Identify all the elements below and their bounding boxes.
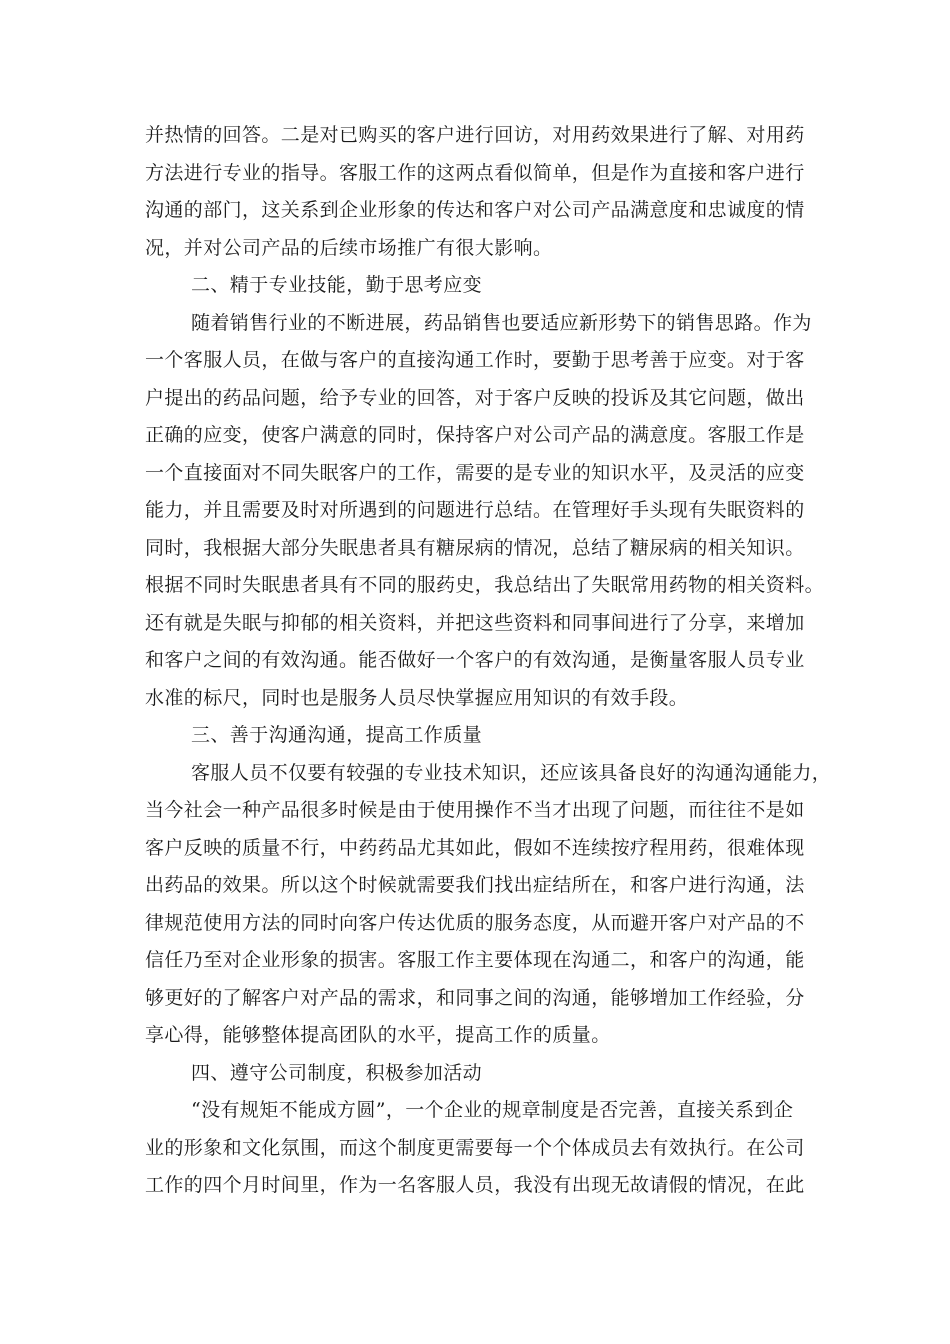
text-line: 一个直接面对不同失眠客户的工作，需要的是专业的知识水平，及灵活的应变 <box>145 461 805 484</box>
paragraph-intro <box>145 117 825 267</box>
text-line: 业的形象和文化氛围，而这个制度更需要每一个个体成员去有效执行。在公司 <box>145 1136 805 1159</box>
text-line: 并热情的回答。二是对已购买的客户进行回访，对用药效果进行了解、对用药 <box>145 124 805 146</box>
text-line: 信任乃至对企业形象的损害。客服工作主要体现在沟通二，和客户的沟通，能 <box>145 949 805 971</box>
text-line: 一个客服人员，在做与客户的直接沟通工作时，要勤于思考善于应变。对于客 <box>145 349 805 371</box>
text-line: 律规范使用方法的同时向客户传达优质的服务态度，从而避开客户对产品的不 <box>145 911 805 934</box>
section-heading-3 <box>145 717 825 755</box>
text-line: 出药品的效果。所以这个时候就需要我们找出症结所在，和客户进行沟通，法 <box>145 874 805 896</box>
heading-line: 二、精于专业技能，勤于思考应变 <box>191 274 483 296</box>
paragraph-section-3 <box>145 755 832 1055</box>
text-line: 工作的四个月时间里，作为一名客服人员，我没有出现无故请假的情况，在此 <box>145 1174 805 1196</box>
text-line: 况，并对公司产品的后续市场推广有很大影响。 <box>145 236 553 259</box>
text-line: 沟通的部门，这关系到企业形象的传达和客户对公司产品满意度和忠诚度的情 <box>145 199 805 221</box>
text-line: 水准的标尺，同时也是服务人员尽快掌握应用知识的有效手段。 <box>145 686 689 709</box>
text-line: 随着销售行业的不断进展，药品销售也要适应新形势下的销售思路。作为 <box>191 311 812 334</box>
text-line: 方法进行专业的指导。客服工作的这两点看似简单，但是作为直接和客户进行 <box>145 161 805 184</box>
text-line: 同时，我根据大部分失眠患者具有糖尿病的情况，总结了糖尿病的相关知识。 <box>145 536 805 559</box>
text-line: “没有规矩不能成方圆”，一个企业的规章制度是否完善，直接关系到企 <box>191 1099 794 1121</box>
text-line: 享心得，能够整体提高团队的水平，提高工作的质量。 <box>145 1024 611 1046</box>
text-line: 根据不同时失眠患者具有不同的服药史，我总结出了失眠常用药物的相关资料。 <box>145 574 825 596</box>
text-line: 户提出的药品问题，给予专业的回答，对于客户反映的投诉及其它问题，做出 <box>145 386 805 409</box>
text-line: 正确的应变，使客户满意的同时，保持客户对公司产品的满意度。客服工作是 <box>145 424 805 446</box>
paragraph-section-4 <box>145 1092 825 1205</box>
heading-line: 三、善于沟通沟通，提高工作质量 <box>191 724 483 746</box>
text-line: 当今社会一种产品很多时候是由于使用操作不当才出现了问题，而往往不是如 <box>145 799 805 821</box>
text-line: 还有就是失眠与抑郁的相关资料，并把这些资料和同事间进行了分享，来增加 <box>145 611 805 634</box>
heading-line: 四、遵守公司制度，积极参加活动 <box>191 1061 483 1084</box>
text-line: 客户反映的质量不行，中药药品尤其如此，假如不连续按疗程用药，很难体现 <box>145 836 805 859</box>
paragraph-section-2 <box>145 305 825 718</box>
text-line: 能力，并且需要及时对所遇到的问题进行总结。在管理好手头现有失眠资料的 <box>145 499 805 521</box>
text-line: 和客户之间的有效沟通。能否做好一个客户的有效沟通，是衡量客服人员专业 <box>145 649 805 671</box>
section-heading-2 <box>145 267 825 305</box>
section-heading-4 <box>145 1055 825 1093</box>
text-line: 客服人员不仅要有较强的专业技术知识，还应该具备良好的沟通沟通能力， <box>191 761 832 784</box>
document-page <box>145 117 832 1205</box>
text-line: 够更好的了解客户对产品的需求，和同事之间的沟通，能够增加工作经验，分 <box>145 986 805 1009</box>
